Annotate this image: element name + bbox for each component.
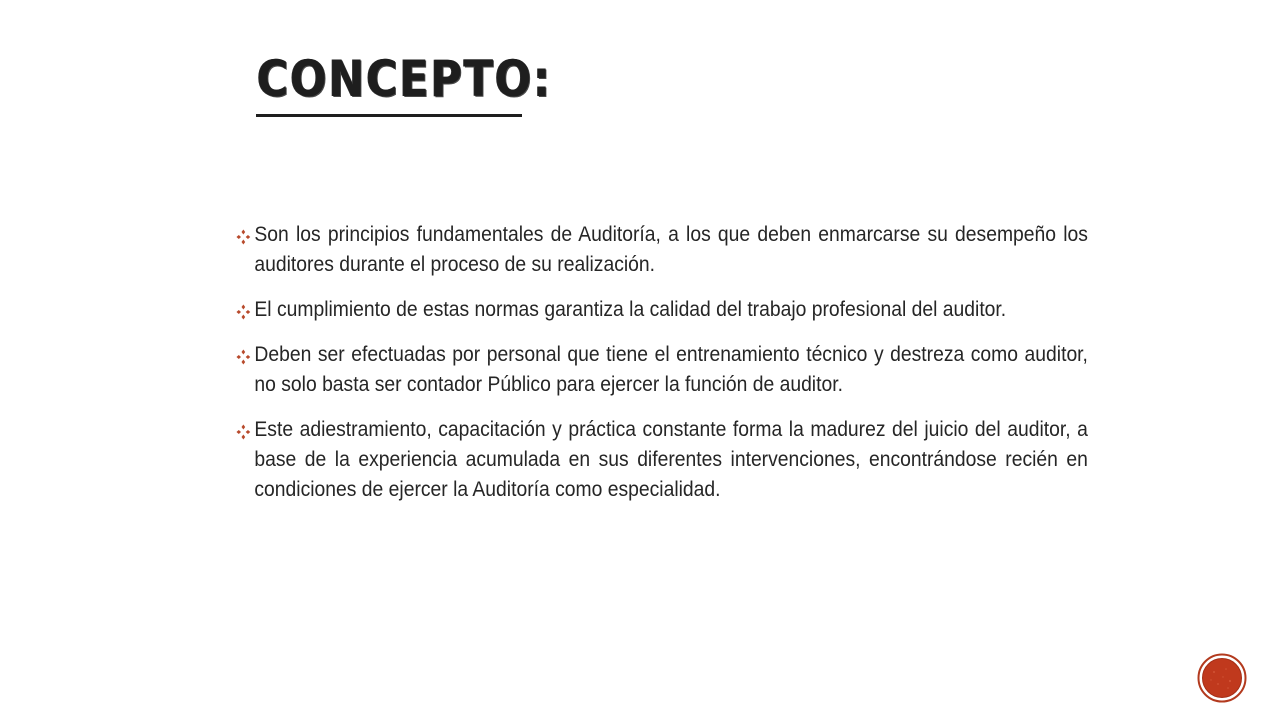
bullet-item (236, 220, 1088, 280)
bullet-text: Este adiestramiento, capacitación y práctica constante forma la madurez del juicio del auditor, a base de la experiencia acumulada en sus diferentes intervenciones, encontrándose recién en condiciones de ejercer la Auditoría como especialidad. (254, 418, 1088, 501)
bullet-item (236, 340, 1088, 400)
diamond-bullet-icon (236, 424, 251, 440)
diamond-bullet-icon (236, 304, 251, 320)
slide-title: CONCEPTO: (257, 50, 553, 108)
bullet-text: Son los principios fundamentales de Auditoría, a los que deben enmarcarse su desempeño los auditores durante el proceso de su realización. (254, 223, 1088, 276)
red-circle-badge-icon (1197, 653, 1247, 703)
bullet-list (236, 220, 1088, 520)
bullet-item (236, 415, 1088, 505)
diamond-bullet-icon (236, 229, 251, 245)
title-underline (256, 114, 522, 117)
bullet-text: Deben ser efectuadas por personal que tiene el entrenamiento técnico y destreza como auditor, no solo basta ser contador Público para ejercer la función de auditor. (254, 343, 1088, 396)
bullet-item (236, 295, 1088, 325)
bullet-text: El cumplimiento de estas normas garantiza la calidad del trabajo profesional del auditor. (254, 298, 1007, 321)
diamond-bullet-icon (236, 349, 251, 365)
